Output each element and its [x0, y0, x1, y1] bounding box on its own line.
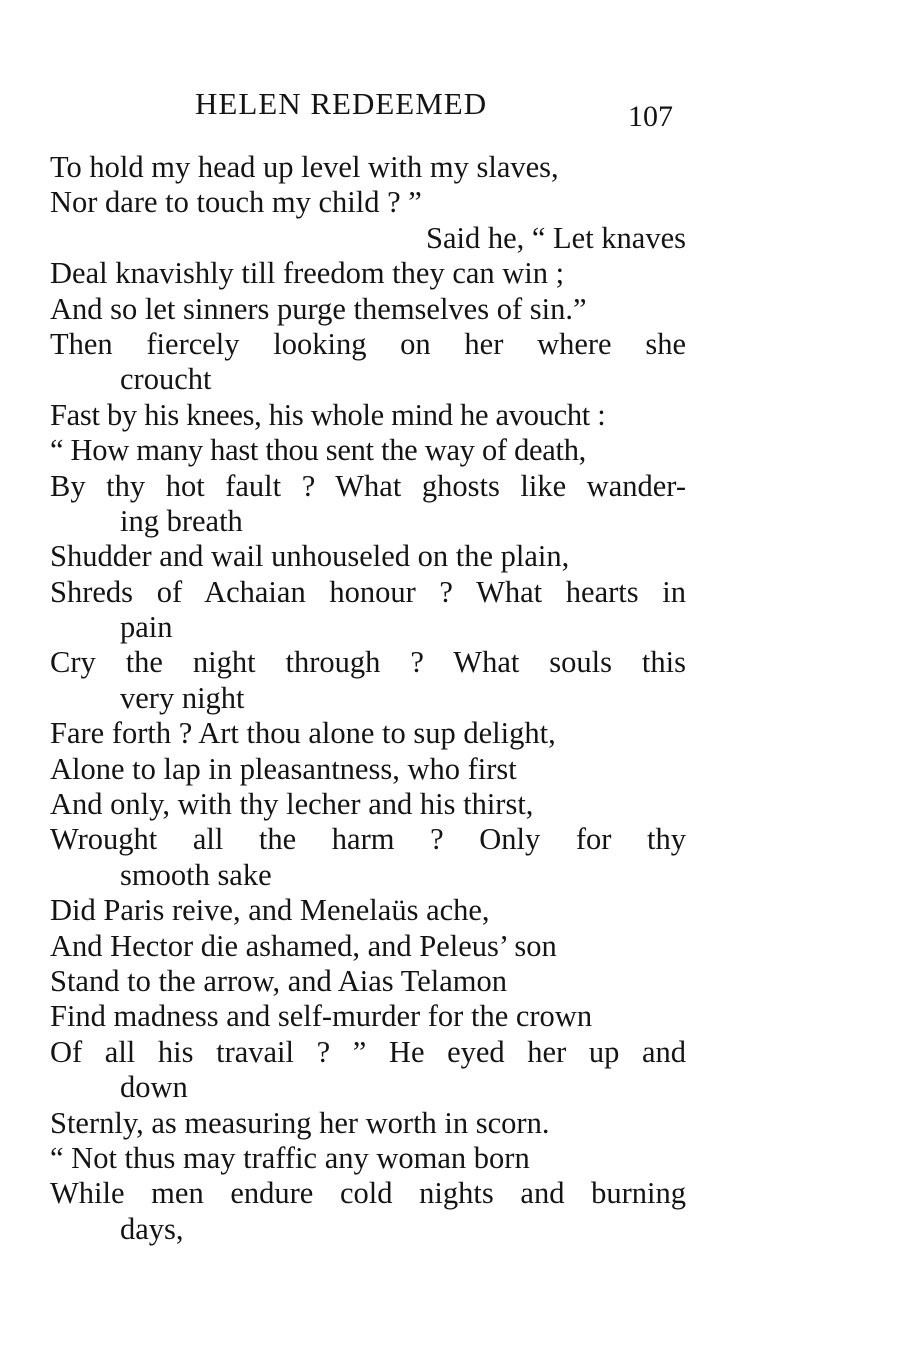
verse-line: Then fiercely looking on her where she — [50, 326, 686, 361]
verse-line: “ How many hast thou sent the way of death, — [50, 433, 586, 468]
verse-line: Nor dare to touch my child ? ” — [50, 185, 422, 220]
verse-line: To hold my head up level with my slaves, — [50, 150, 559, 184]
verse-line: Fare forth ? Art thou alone to sup delight, — [50, 716, 556, 751]
running-title: HELEN REDEEMED — [195, 86, 488, 121]
verse-line-turnover: croucht — [120, 362, 212, 397]
verse-line: Shreds of Achaian honour ? What hearts in — [50, 574, 686, 609]
verse-line: Said he, “ Let knaves — [425, 220, 686, 255]
verse-line: Deal knavishly till freedom they can win ; — [50, 256, 565, 291]
verse-line: Stand to the arrow, and Aias Telamon — [50, 963, 507, 998]
verse-line: Did Paris reive, and Menelaüs ache, — [50, 893, 490, 928]
verse-line-turnover: days, — [120, 1211, 184, 1246]
verse-line: While men endure cold nights and burning — [50, 1176, 686, 1211]
verse-line: “ Not thus may traffic any woman born — [50, 1140, 530, 1175]
verse-line: Sternly, as measuring her worth in scorn. — [50, 1105, 550, 1140]
verse-line: And Hector die ashamed, and Peleus’ son — [50, 928, 557, 963]
verse-line: Fast by his knees, his whole mind he avoucht : — [50, 397, 606, 432]
poem-text — [50, 150, 686, 1247]
verse-line: Cry the night through ? What souls this — [50, 645, 686, 680]
verse-line: And only, with thy lecher and his thirst, — [50, 787, 534, 822]
verse-line-turnover: pain — [120, 610, 173, 645]
verse-line-turnover: ing breath — [120, 503, 243, 538]
running-head — [0, 86, 900, 133]
page-number: 107 — [628, 100, 673, 133]
verse-line-turnover: very night — [120, 680, 245, 715]
verse-line: By thy hot fault ? What ghosts like wander- — [50, 468, 686, 503]
verse-line: Shudder and wail unhouseled on the plain, — [50, 539, 570, 574]
verse-line: Alone to lap in pleasantness, who first — [50, 751, 517, 786]
verse-line: Find madness and self-murder for the crown — [50, 999, 593, 1034]
verse-line: Wrought all the harm ? Only for thy — [50, 822, 686, 857]
verse-line: Of all his travail ? ” He eyed her up and — [50, 1034, 686, 1069]
verse-line-turnover: down — [120, 1070, 188, 1105]
verse-line-turnover: smooth sake — [120, 857, 272, 892]
verse-line: And so let sinners purge themselves of sin.” — [50, 291, 587, 326]
